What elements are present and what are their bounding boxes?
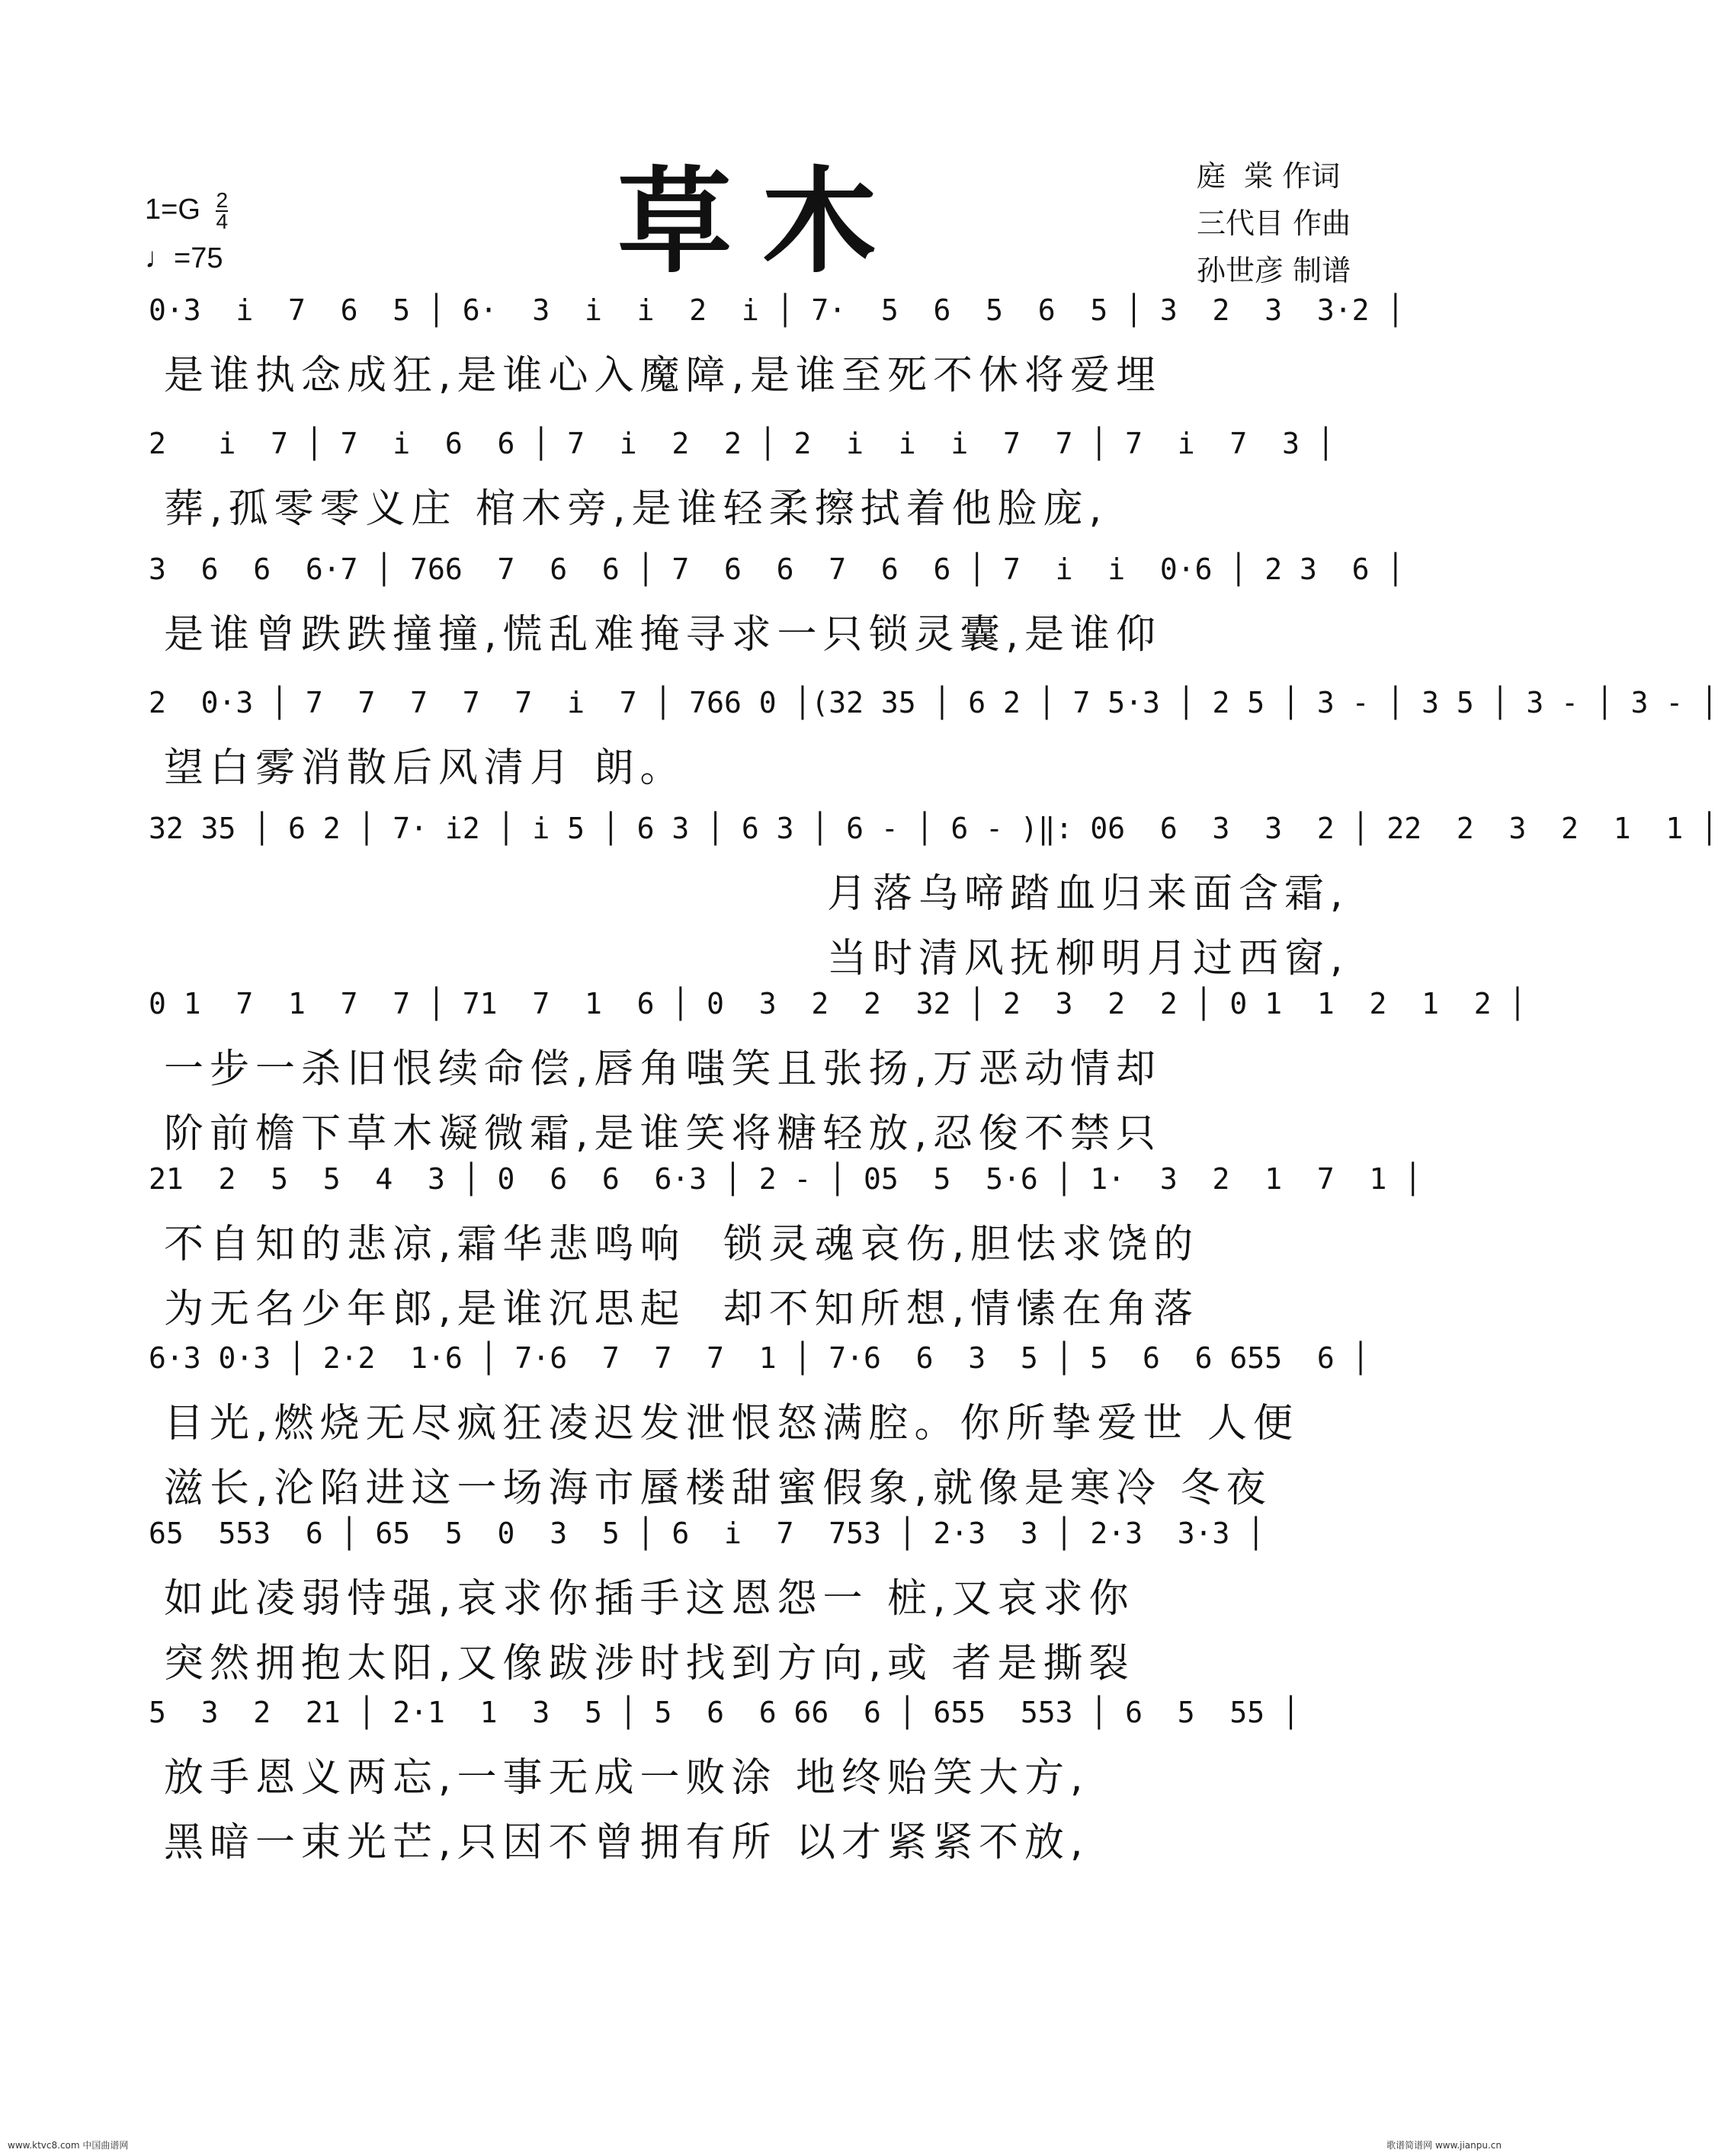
notation-line: 3 6 6 6·7 │ 766 7 6 6 │ 7 6 6 7 6 6 │ 7 i i 0·6 │ 2 3 6 │ xyxy=(149,553,1405,586)
credit-arranger: 孙世彦 制谱 xyxy=(1197,254,1351,287)
time-signature-top: 2 xyxy=(216,188,229,212)
notation-line: 0 1 7 1 7 7 │ 71 7 1 6 │ 0 3 2 2 32 │ 2 3 2 2 │ 0 1 1 2 1 2 │ xyxy=(149,987,1527,1020)
lyric-line: 突然拥抱太阳,又像跋涉时找到方向,或 者是撕裂 xyxy=(164,1641,1135,1687)
tempo-marking: ♩=75 xyxy=(145,242,223,274)
lyric-line: 一步一杀旧恨续命偿,唇角嗤笑且张扬,万恶动情却 xyxy=(164,1046,1162,1092)
lyric-line: 阶前檐下草木凝微霜,是谁笑将糖轻放,忍俊不禁只 xyxy=(164,1111,1162,1157)
notation-line: 2 0·3 │ 7 7 7 7 7 i 7 │ 766 0 │(32 35 │ 6 2 │ 7 5·3 │ 2 5 │ 3 - │ 3 5 │ 3 - │ 3 - │ xyxy=(149,686,1718,719)
credits xyxy=(1197,152,1387,294)
footer-left: www.ktvc8.com 中国曲谱网 xyxy=(8,2140,129,2151)
time-signature xyxy=(216,188,229,233)
notation-line: 32 35 │ 6 2 │ 7· i2 │ i 5 │ 6 3 │ 6 3 │ 6 - │ 6 - )‖: 06 6 3 3 2 │ 22 2 3 2 1 1 │ xyxy=(149,812,1718,845)
lyric-line: 放手恩义两忘,一事无成一败涂 地终贻笑大方, xyxy=(164,1755,1089,1801)
notation-line: 65 553 6 │ 65 5 0 3 5 │ 6 i 7 753 │ 2·3 3 │ 2·3 3·3 │ xyxy=(149,1517,1265,1550)
lyric-line: 是谁曾跌跌撞撞,慌乱难掩寻求一只锁灵囊,是谁仰 xyxy=(164,612,1162,658)
lyric-line: 不自知的悲凉,霜华悲鸣响 锁灵魂哀伤,胆怯求饶的 xyxy=(164,1222,1200,1267)
key-signature xyxy=(145,188,229,233)
lyric-line: 葬,孤零零义庄 棺木旁,是谁轻柔擦拭着他脸庞, xyxy=(164,486,1108,532)
notation-line: 0·3 i 7 6 5 │ 6· 3 i i 2 i │ 7· 5 6 5 6 5 │ 3 2 3 3·2 │ xyxy=(149,293,1405,327)
lyric-line: 黑暗一束光芒,只因不曾拥有所 以才紧紧不放, xyxy=(164,1820,1089,1866)
lyric-line: 是谁执念成狂,是谁心入魔障,是谁至死不休将爱埋 xyxy=(164,353,1162,399)
credit-composer: 三代目 作曲 xyxy=(1197,207,1351,240)
footer-right: 歌谱简谱网 www.jianpu.cn xyxy=(1386,2140,1502,2151)
notation-line: 5 3 2 21 │ 2·1 1 3 5 │ 5 6 6 66 6 │ 655 553 │ 6 5 55 │ xyxy=(149,1696,1300,1729)
lyric-line: 为无名少年郎,是谁沉思起 却不知所想,情愫在角落 xyxy=(164,1286,1200,1332)
notation-line: 21 2 5 5 4 3 │ 0 6 6 6·3 │ 2 - │ 05 5 5·6 │ 1· 3 2 1 7 1 │ xyxy=(149,1162,1422,1196)
lyric-line: 望白雾消散后风清月 朗。 xyxy=(164,745,686,791)
time-signature-bottom: 4 xyxy=(216,210,229,233)
key-label: 1=G xyxy=(145,194,200,226)
song-title: 草木 xyxy=(617,155,907,289)
credit-lyricist: 庭 棠 作词 xyxy=(1197,159,1341,193)
notation-line: 6·3 0·3 │ 2·2 1·6 │ 7·6 7 7 7 1 │ 7·6 6 3 5 │ 5 6 6 655 6 │ xyxy=(149,1341,1370,1375)
lyric-line: 如此凌弱恃强,哀求你插手这恩怨一 桩,又哀求你 xyxy=(164,1576,1135,1622)
lyric-line: 目光,燃烧无尽疯狂凌迟发泄恨怒满腔。你所挚爱世 人便 xyxy=(164,1401,1300,1446)
notation-line: 2 i 7 │ 7 i 6 6 │ 7 i 2 2 │ 2 i i i 7 7 │ 7 i 7 3 │ xyxy=(149,427,1335,460)
lyric-line: 滋长,沦陷进这一场海市蜃楼甜蜜假象,就像是寒冷 冬夜 xyxy=(164,1466,1272,1511)
lyric-line: 月落乌啼踏血归来面含霜, xyxy=(827,871,1349,917)
lyric-line: 当时清风抚柳明月过西窗, xyxy=(827,936,1349,982)
